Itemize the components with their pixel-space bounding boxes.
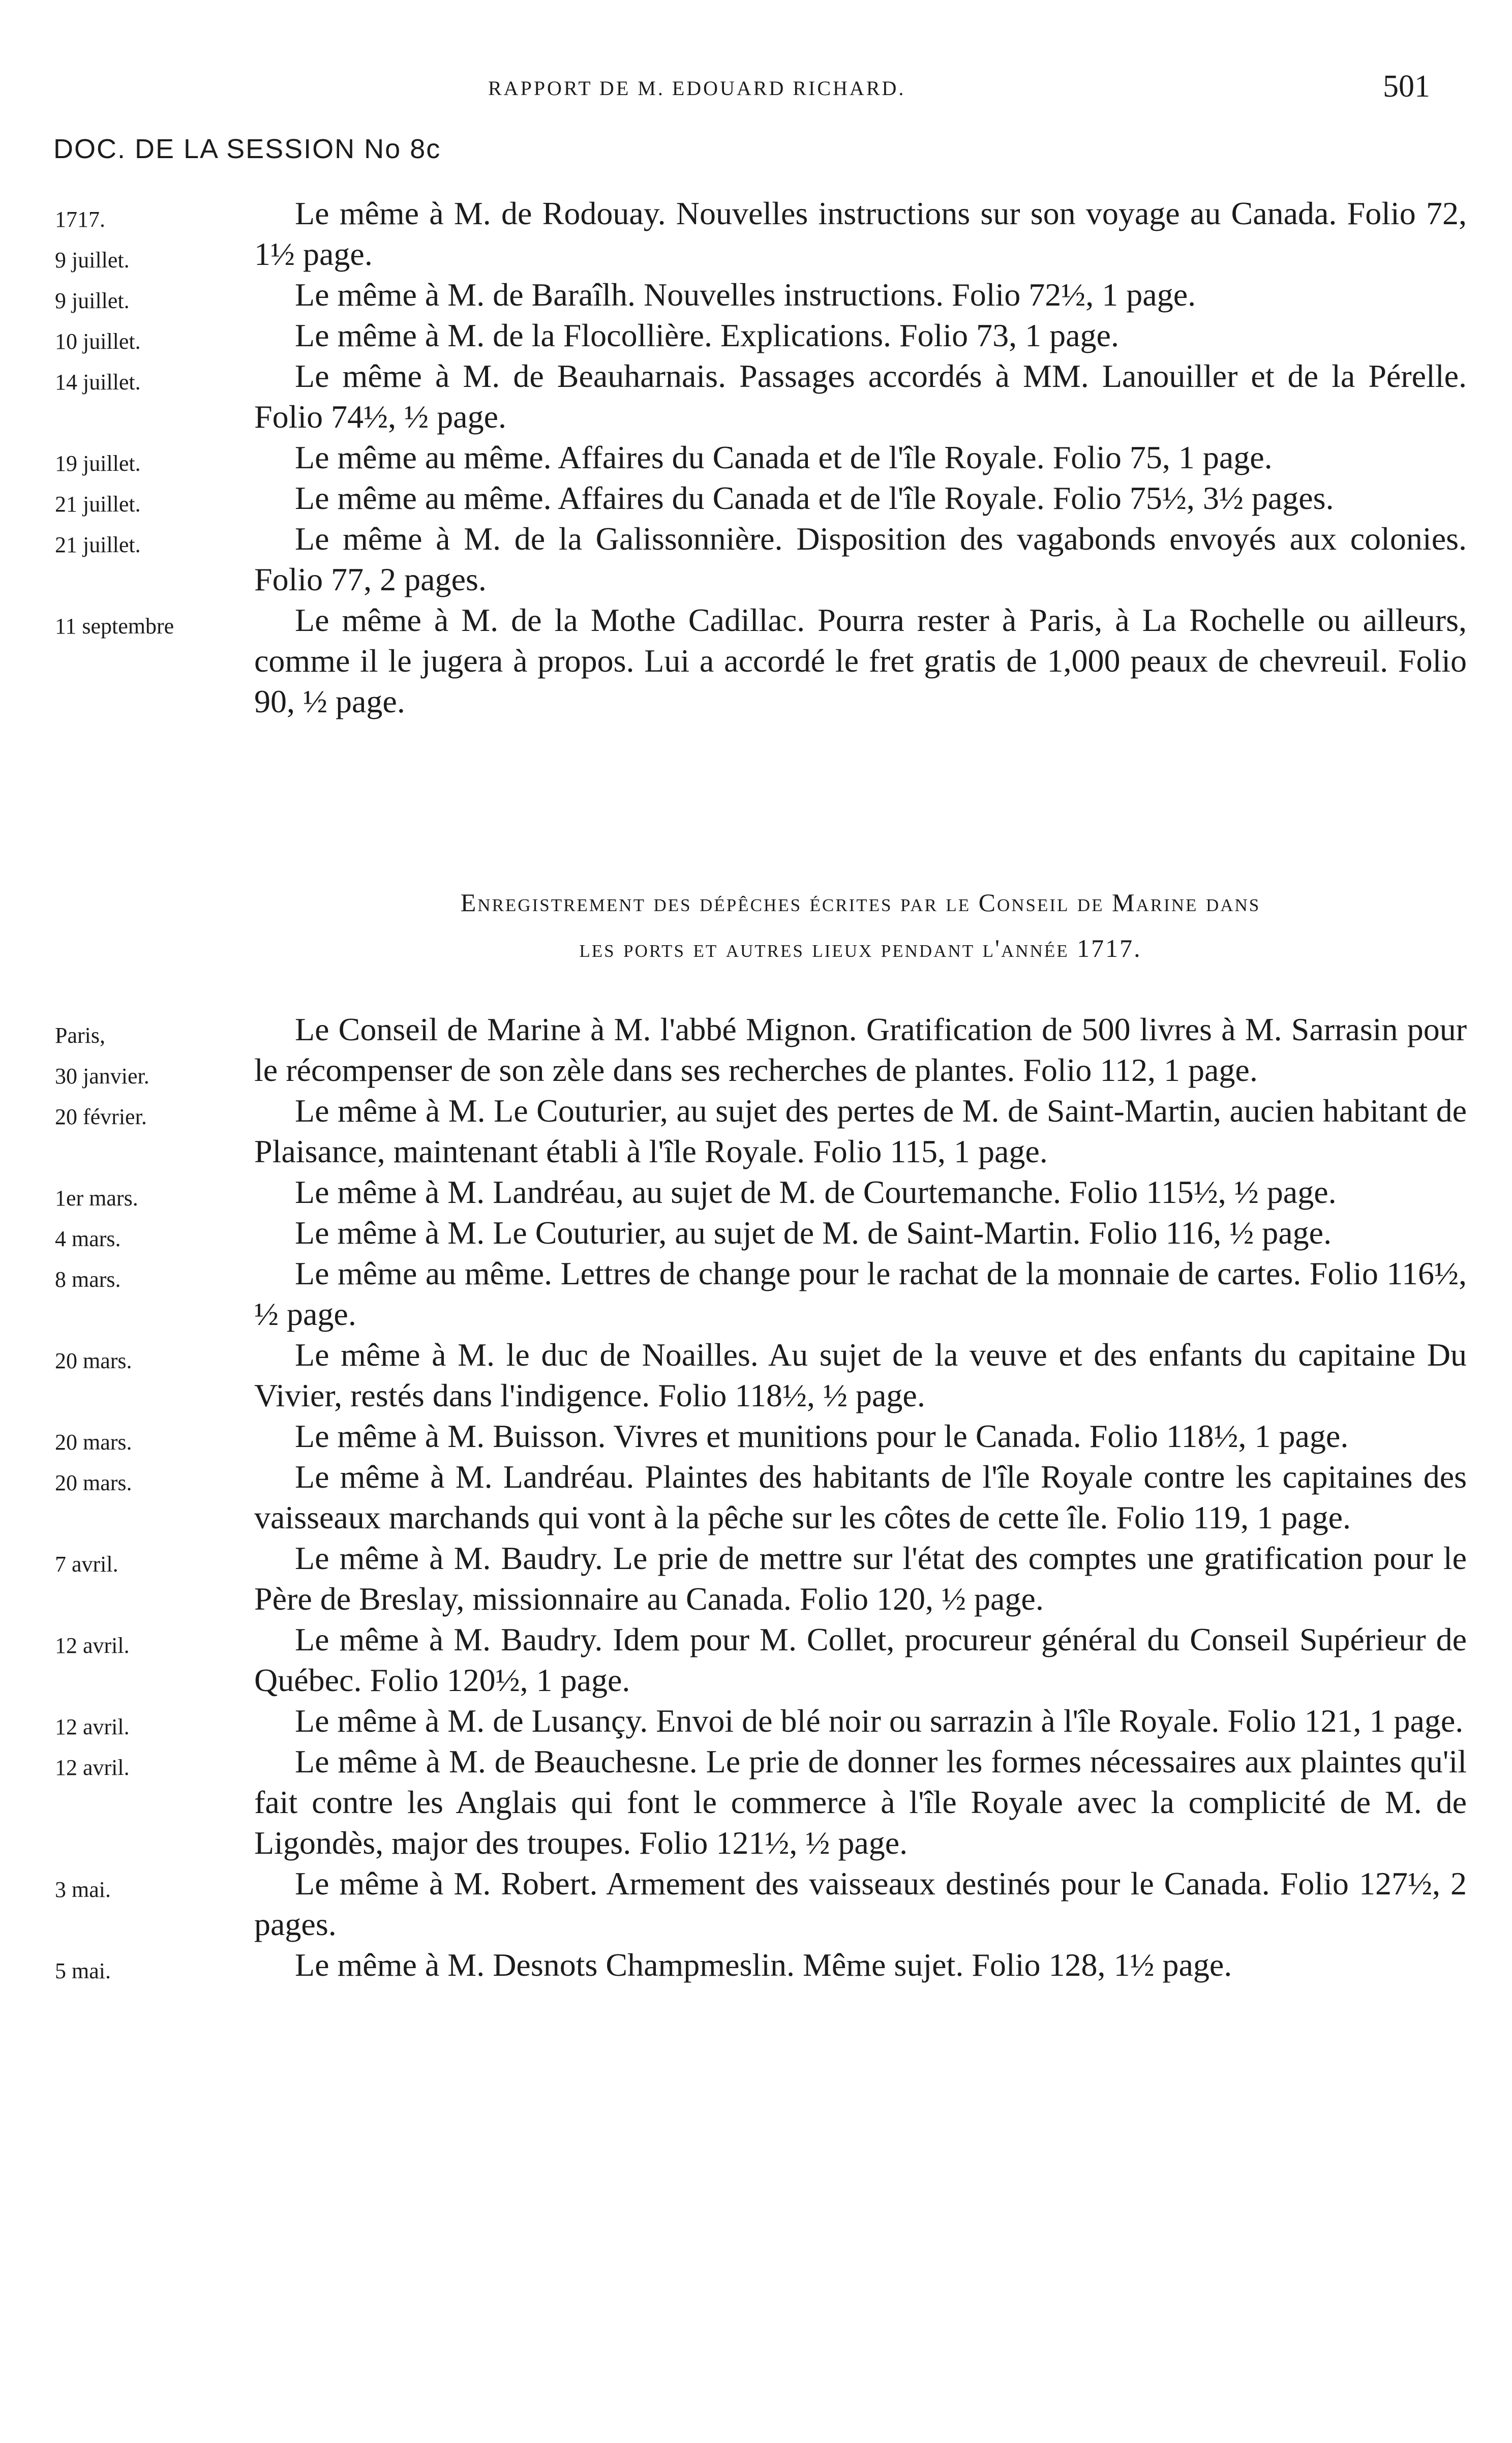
entry-text: Le même au même. Affaires du Canada et de l'île Royale. Folio 75, 1 page.: [295, 439, 1273, 475]
entry-date: 21 juillet.: [55, 492, 141, 517]
entry-text: Le même à M. Desnots Champmeslin. Même sujet. Folio 128, 1½ page.: [295, 1947, 1232, 1983]
entry-row: [0, 478, 1512, 519]
entry-row: [0, 437, 1512, 478]
entry-date: 20 février.: [55, 1104, 147, 1129]
entry-text: Le même à M. de la Galissonnière. Disposition des vagabonds envoyés aux colonies. Folio 77, 2 pages.: [254, 521, 1467, 597]
entry-date: 3 mai.: [55, 1877, 111, 1902]
entry-row: [0, 356, 1512, 437]
entry-row: [0, 1538, 1512, 1619]
entry-date: 11 septembre: [55, 614, 174, 639]
entry-date: 7 avril.: [55, 1552, 118, 1577]
entry-row: [0, 519, 1512, 600]
entry-row: [0, 1619, 1512, 1701]
entries-section-2: [0, 1009, 1512, 1985]
entry-date: Paris, 30 janvier.: [55, 1023, 149, 1089]
entry-date: 1er mars.: [55, 1186, 138, 1211]
section-heading-line-1: Enregistrement des dépêches écrites par le Conseil de Marine dans: [460, 888, 1261, 917]
section-heading-line-2: les ports et autres lieux pendant l'année 1717.: [579, 934, 1142, 962]
entry-text: Le même à M. de Beauharnais. Passages accordés à MM. Lanouiller et de la Pérelle. Folio 74½, ½ page.: [254, 358, 1467, 435]
entry-text: Le même à M. Buisson. Vivres et munitions pour le Canada. Folio 118½, 1 page.: [295, 1418, 1349, 1454]
entry-date: 9 juillet.: [55, 288, 130, 313]
entry-date: 1717. 9 juillet.: [55, 207, 130, 273]
entry-row: [0, 1945, 1512, 1985]
entry-text: Le même à M. de Beauchesne. Le prie de donner les formes nécessaires aux plaintes qu'il fait contre les Anglais qui font le commerce à l'île Royale avec la complicité de M. de Ligondès, major des troupes. Folio 121½, ½ page.: [254, 1743, 1467, 1861]
entry-text: Le même au même. Lettres de change pour le rachat de la monnaie de cartes. Folio 116½, ½ page.: [254, 1255, 1467, 1332]
entry-text: Le même au même. Affaires du Canada et de l'île Royale. Folio 75½, 3½ pages.: [295, 480, 1334, 516]
entry-text: Le même à M. de Baraîlh. Nouvelles instructions. Folio 72½, 1 page.: [295, 277, 1196, 313]
entry-text: Le même à M. Baudry. Le prie de mettre sur l'état des comptes une gratification pour le Père de Breslay, missionnaire au Canada. Folio 120, ½ page.: [254, 1540, 1467, 1617]
entry-date: 14 juillet.: [55, 370, 141, 395]
running-title: RAPPORT DE M. EDOUARD RICHARD.: [488, 77, 906, 100]
entry-row: [0, 193, 1512, 275]
entry-row: [0, 1863, 1512, 1945]
entry-row: [0, 1009, 1512, 1091]
entry-text: Le même à M. de Rodouay. Nouvelles instructions sur son voyage au Canada. Folio 72, 1½ page.: [254, 195, 1467, 272]
entry-row: [0, 1335, 1512, 1416]
entry-row: [0, 1701, 1512, 1741]
entry-date: 20 mars.: [55, 1430, 132, 1455]
entry-date: 4 mars.: [55, 1226, 121, 1251]
entry-row: [0, 1253, 1512, 1335]
entry-date: 20 mars.: [55, 1348, 132, 1373]
entry-text: Le même à M. Landréau, au sujet de M. de Courtemanche. Folio 115½, ½ page.: [295, 1174, 1337, 1210]
entry-text: Le même à M. Le Couturier, au sujet des pertes de M. de Saint-Martin, aucien habitant de Plaisance, maintenant établi à l'île Royale. Folio 115, 1 page.: [254, 1093, 1467, 1169]
entry-row: [0, 600, 1512, 722]
entry-row: [0, 315, 1512, 356]
entry-row: [0, 1091, 1512, 1172]
entry-text: Le même à M. Baudry. Idem pour M. Collet, procureur général du Conseil Supérieur de Québec. Folio 120½, 1 page.: [254, 1621, 1467, 1698]
entry-date: 5 mai.: [55, 1958, 111, 1983]
entry-row: [0, 1416, 1512, 1457]
entry-text: Le même à M. Le Couturier, au sujet de M. de Saint-Martin. Folio 116, ½ page.: [295, 1215, 1332, 1251]
entry-date: 12 avril.: [55, 1633, 130, 1658]
entry-text: Le même à M. de Lusançy. Envoi de blé noir ou sarrazin à l'île Royale. Folio 121, 1 page.: [295, 1703, 1464, 1739]
entry-text: Le même à M. de la Flocollière. Explications. Folio 73, 1 page.: [295, 317, 1119, 353]
entry-date: 21 juillet.: [55, 532, 141, 557]
entries-section-1: [0, 193, 1512, 722]
entry-text: Le même à M. de la Mothe Cadillac. Pourra rester à Paris, à La Rochelle ou ailleurs, comme il le jugera à propos. Lui a accordé le fret gratis de 1,000 peaux de chevreuil. Folio 90, ½ page.: [254, 602, 1467, 719]
entry-date: 10 juillet.: [55, 329, 141, 354]
session-label: DOC. DE LA SESSION No 8c: [53, 134, 441, 164]
entry-row: [0, 1457, 1512, 1538]
entry-text: Le même à M. le duc de Noailles. Au sujet de la veuve et des enfants du capitaine Du Vivier, restés dans l'indigence. Folio 118½, ½ page.: [254, 1337, 1467, 1413]
entry-text: Le Conseil de Marine à M. l'abbé Mignon. Gratification de 500 livres à M. Sarrasin pour le récompenser de son zèle dans ses recherches de plantes. Folio 112, 1 page.: [254, 1011, 1467, 1088]
page-number: 501: [1383, 69, 1430, 104]
entry-date: 12 avril.: [55, 1755, 130, 1780]
entry-text: Le même à M. Landréau. Plaintes des habitants de l'île Royale contre les capitaines des vaisseaux marchands qui vont à la pêche sur les côtes de cette île. Folio 119, 1 page.: [254, 1459, 1467, 1535]
entry-row: [0, 1741, 1512, 1863]
entry-date: 12 avril.: [55, 1714, 130, 1739]
entry-date: 8 mars.: [55, 1267, 121, 1292]
entry-row: [0, 1172, 1512, 1213]
section-heading: [254, 880, 1467, 971]
entry-row: [0, 275, 1512, 315]
entry-text: Le même à M. Robert. Armement des vaisseaux destinés pour le Canada. Folio 127½, 2 pages.: [254, 1865, 1467, 1942]
entry-date: 19 juillet.: [55, 451, 141, 476]
entry-date: 20 mars.: [55, 1470, 132, 1495]
entry-row: [0, 1213, 1512, 1253]
